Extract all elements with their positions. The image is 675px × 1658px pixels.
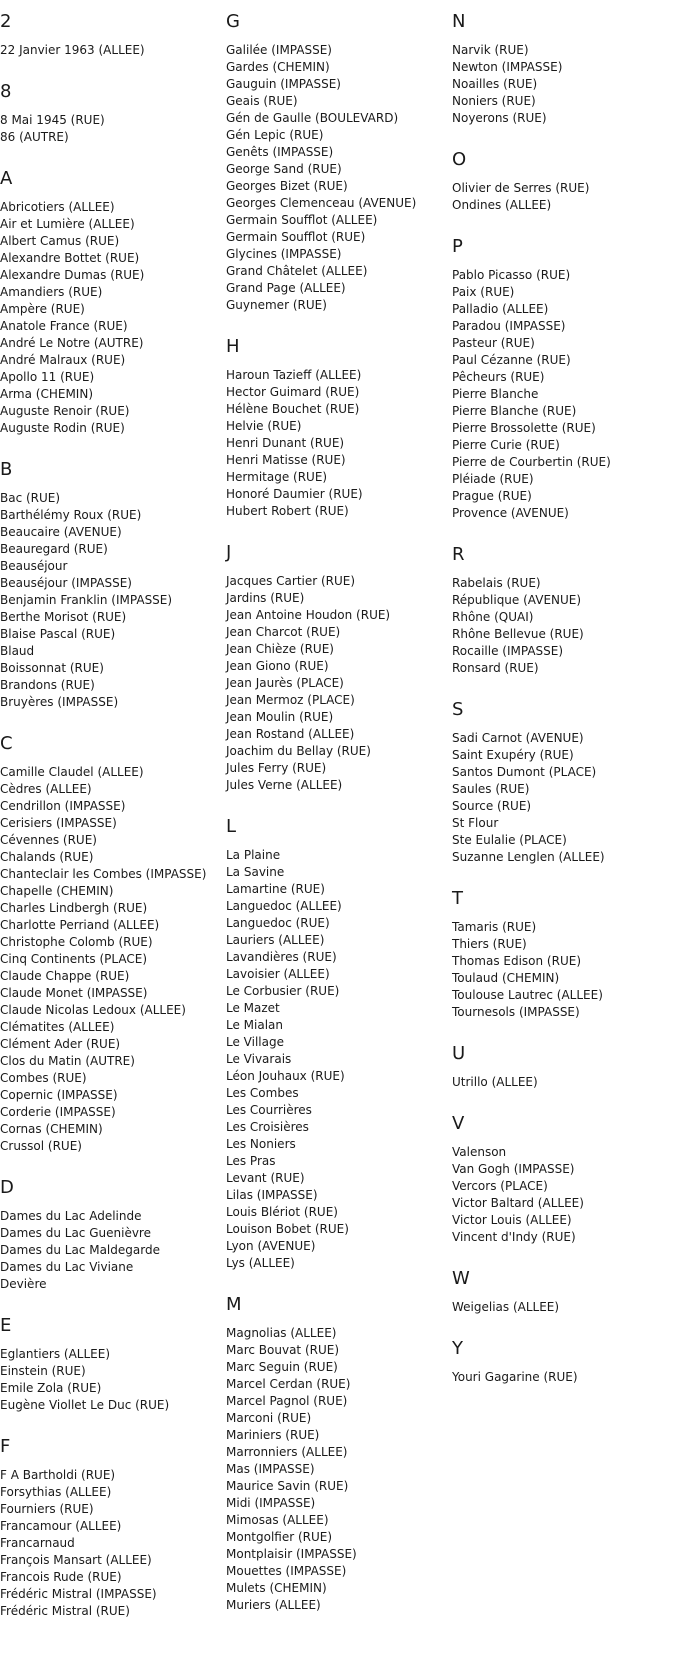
street-link[interactable]: Utrillo (ALLEE): [452, 1075, 538, 1089]
street-link[interactable]: Charlotte Perriand (ALLEE): [0, 918, 160, 932]
street-link[interactable]: Lys (ALLEE): [226, 1256, 295, 1270]
letter-section-s: [452, 699, 674, 866]
street-link[interactable]: Blaise Pascal (RUE): [0, 627, 116, 641]
street-link[interactable]: Einstein (RUE): [0, 1364, 86, 1378]
street-link[interactable]: Newton (IMPASSE): [452, 60, 563, 74]
street-link[interactable]: Francamour (ALLEE): [0, 1519, 122, 1533]
street-link[interactable]: 86 (AUTRE): [0, 130, 69, 144]
street-link[interactable]: Les Croisières: [226, 1120, 309, 1134]
street-link[interactable]: Languedoc (RUE): [226, 916, 330, 930]
street-link[interactable]: Charles Lindbergh (RUE): [0, 901, 148, 915]
street-link[interactable]: Grand Page (ALLEE): [226, 281, 346, 295]
street-link[interactable]: André Malraux (RUE): [0, 353, 126, 367]
street-link[interactable]: Mariniers (RUE): [226, 1428, 320, 1442]
street-link[interactable]: Suzanne Lenglen (ALLEE): [452, 850, 605, 864]
street-link[interactable]: Jean Chièze (RUE): [226, 642, 334, 656]
street-link[interactable]: Joachim du Bellay (RUE): [226, 744, 371, 758]
street-link[interactable]: Jean Giono (RUE): [226, 659, 329, 673]
street-link[interactable]: Cornas (CHEMIN): [0, 1122, 103, 1136]
street-link[interactable]: Pléiade (RUE): [452, 472, 534, 486]
street-link[interactable]: Gén Lepic (RUE): [226, 128, 324, 142]
street-link[interactable]: Provence (AVENUE): [452, 506, 569, 520]
street-link[interactable]: Lilas (IMPASSE): [226, 1188, 318, 1202]
letter-heading: C: [0, 733, 13, 754]
street-link[interactable]: Pierre Brossolette (RUE): [452, 421, 596, 435]
street-link[interactable]: Amandiers (RUE): [0, 285, 103, 299]
street-link[interactable]: Cerisiers (IMPASSE): [0, 816, 117, 830]
letter-section-d: [0, 1177, 222, 1293]
letter-heading: A: [0, 168, 13, 189]
street-link[interactable]: Ste Eulalie (PLACE): [452, 833, 567, 847]
street-link[interactable]: Air et Lumière (ALLEE): [0, 217, 135, 231]
street-link[interactable]: Benjamin Franklin (IMPASSE): [0, 593, 173, 607]
street-link[interactable]: Weigelias (ALLEE): [452, 1300, 560, 1314]
street-link[interactable]: Georges Bizet (RUE): [226, 179, 348, 193]
letter-section-u: [452, 1043, 674, 1091]
letter-section-c: [0, 733, 222, 1155]
street-column-2: [226, 0, 448, 1636]
street-link[interactable]: La Plaine: [226, 848, 281, 862]
street-link[interactable]: Valenson: [452, 1145, 507, 1159]
street-link[interactable]: Le Village: [226, 1035, 284, 1049]
street-link[interactable]: Les Pras: [226, 1154, 276, 1168]
street-link[interactable]: Galilée (IMPASSE): [226, 43, 332, 57]
street-link[interactable]: Geais (RUE): [226, 94, 298, 108]
street-link[interactable]: Tournesols (IMPASSE): [452, 1005, 580, 1019]
letter-section-w: [452, 1268, 674, 1316]
street-link[interactable]: Claude Chappe (RUE): [0, 969, 130, 983]
street-link[interactable]: Paradou (IMPASSE): [452, 319, 566, 333]
street-link[interactable]: Jean Charcot (RUE): [226, 625, 341, 639]
street-link[interactable]: Cévennes (RUE): [0, 833, 97, 847]
letter-heading: J: [226, 542, 232, 563]
street-link[interactable]: Crussol (RUE): [0, 1139, 82, 1153]
street-link[interactable]: Marc Seguin (RUE): [226, 1360, 338, 1374]
street-link[interactable]: Jean Jaurès (PLACE): [226, 676, 344, 690]
street-link[interactable]: Beauséjour (IMPASSE): [0, 576, 132, 590]
street-link[interactable]: Le Corbusier (RUE): [226, 984, 340, 998]
street-link[interactable]: Léon Jouhaux (RUE): [226, 1069, 345, 1083]
street-link[interactable]: Source (RUE): [452, 799, 532, 813]
street-link[interactable]: Abricotiers (ALLEE): [0, 200, 115, 214]
street-link[interactable]: Saules (RUE): [452, 782, 530, 796]
street-link[interactable]: Chanteclair les Combes (IMPASSE): [0, 867, 207, 881]
street-link[interactable]: Jean Mermoz (PLACE): [226, 693, 355, 707]
street-link[interactable]: Lavandières (RUE): [226, 950, 337, 964]
letter-heading: R: [452, 544, 465, 565]
letter-heading: E: [0, 1315, 12, 1336]
letter-heading: U: [452, 1043, 466, 1064]
street-link[interactable]: La Savine: [226, 865, 285, 879]
street-link[interactable]: Jules Ferry (RUE): [226, 761, 327, 775]
street-link[interactable]: Jules Verne (ALLEE): [226, 778, 343, 792]
street-link[interactable]: Corderie (IMPASSE): [0, 1105, 116, 1119]
street-link[interactable]: Copernic (IMPASSE): [0, 1088, 118, 1102]
street-link[interactable]: Combes (RUE): [0, 1071, 87, 1085]
street-link[interactable]: Le Mialan: [226, 1018, 284, 1032]
street-link[interactable]: Marc Bouvat (RUE): [226, 1343, 340, 1357]
street-link[interactable]: Gardes (CHEMIN): [226, 60, 330, 74]
street-link[interactable]: Noyerons (RUE): [452, 111, 547, 125]
street-link[interactable]: Christophe Colomb (RUE): [0, 935, 153, 949]
street-link[interactable]: Tamaris (RUE): [452, 920, 537, 934]
street-link[interactable]: Beauregard (RUE): [0, 542, 108, 556]
street-link[interactable]: Noniers (RUE): [452, 94, 536, 108]
street-link[interactable]: 8 Mai 1945 (RUE): [0, 113, 105, 127]
letter-heading: H: [226, 336, 240, 357]
street-link[interactable]: Van Gogh (IMPASSE): [452, 1162, 575, 1176]
street-link[interactable]: Gén de Gaulle (BOULEVARD): [226, 111, 399, 125]
street-link[interactable]: Henri Dunant (RUE): [226, 436, 345, 450]
street-link[interactable]: Glycines (IMPASSE): [226, 247, 342, 261]
street-link[interactable]: Fourniers (RUE): [0, 1502, 94, 1516]
street-link[interactable]: Languedoc (ALLEE): [226, 899, 342, 913]
letter-section-e: [0, 1315, 222, 1414]
street-link[interactable]: Rhône (QUAI): [452, 610, 534, 624]
street-link[interactable]: Germain Soufflot (RUE): [226, 230, 366, 244]
letter-section-g: [226, 11, 448, 314]
street-link[interactable]: André Le Notre (AUTRE): [0, 336, 144, 350]
street-link[interactable]: Lyon (AVENUE): [226, 1239, 316, 1253]
letter-section-r: [452, 544, 674, 677]
street-link[interactable]: Francois Rude (RUE): [0, 1570, 122, 1584]
street-link[interactable]: Genêts (IMPASSE): [226, 145, 334, 159]
street-link[interactable]: Frédéric Mistral (IMPASSE): [0, 1587, 157, 1601]
street-link[interactable]: Ronsard (RUE): [452, 661, 539, 675]
street-link[interactable]: Germain Soufflot (ALLEE): [226, 213, 378, 227]
letter-heading: D: [0, 1177, 14, 1198]
letter-heading: M: [226, 1294, 242, 1315]
letter-section-y: [452, 1338, 674, 1386]
street-link[interactable]: Alexandre Dumas (RUE): [0, 268, 145, 282]
letter-heading: N: [452, 11, 466, 32]
street-link[interactable]: Pierre Blanche (RUE): [452, 404, 577, 418]
letter-heading: B: [0, 459, 13, 480]
street-link[interactable]: Dames du Lac Adelinde: [0, 1209, 142, 1223]
street-link[interactable]: Mas (IMPASSE): [226, 1462, 315, 1476]
street-link[interactable]: Les Courrières: [226, 1103, 312, 1117]
street-link[interactable]: Victor Baltard (ALLEE): [452, 1196, 584, 1210]
street-link[interactable]: St Flour: [452, 816, 499, 830]
street-link[interactable]: Thiers (RUE): [452, 937, 527, 951]
street-link[interactable]: Apollo 11 (RUE): [0, 370, 95, 384]
street-link[interactable]: Prague (RUE): [452, 489, 532, 503]
street-link[interactable]: Francarnaud: [0, 1536, 75, 1550]
street-link[interactable]: Boissonnat (RUE): [0, 661, 104, 675]
street-link[interactable]: Mimosas (ALLEE): [226, 1513, 329, 1527]
street-link[interactable]: Frédéric Mistral (RUE): [0, 1604, 130, 1618]
street-link[interactable]: Les Noniers: [226, 1137, 296, 1151]
street-link[interactable]: Sadi Carnot (AVENUE): [452, 731, 584, 745]
street-link[interactable]: Pierre de Courbertin (RUE): [452, 455, 611, 469]
letter-section-8: [0, 81, 222, 146]
street-link[interactable]: Dames du Lac Viviane: [0, 1260, 134, 1274]
letter-section-2: [0, 11, 222, 59]
street-link[interactable]: Auguste Rodin (RUE): [0, 421, 125, 435]
street-link[interactable]: François Mansart (ALLEE): [0, 1553, 152, 1567]
letter-section-p: [452, 236, 674, 522]
street-link[interactable]: Chapelle (CHEMIN): [0, 884, 114, 898]
street-link[interactable]: Berthe Morisot (RUE): [0, 610, 127, 624]
street-link[interactable]: Narvik (RUE): [452, 43, 529, 57]
street-link[interactable]: Santos Dumont (PLACE): [452, 765, 597, 779]
street-link[interactable]: Muriers (ALLEE): [226, 1598, 321, 1612]
letter-section-a: [0, 168, 222, 437]
street-link[interactable]: Lavoisier (ALLEE): [226, 967, 330, 981]
street-link[interactable]: Hubert Robert (RUE): [226, 504, 349, 518]
street-link[interactable]: Lauriers (ALLEE): [226, 933, 325, 947]
street-link[interactable]: Pierre Curie (RUE): [452, 438, 560, 452]
letter-heading: W: [452, 1268, 470, 1289]
street-link[interactable]: 22 Janvier 1963 (ALLEE): [0, 43, 145, 57]
street-link[interactable]: Helvie (RUE): [226, 419, 302, 433]
street-link[interactable]: Palladio (ALLEE): [452, 302, 549, 316]
street-link[interactable]: Honoré Daumier (RUE): [226, 487, 363, 501]
street-link[interactable]: Rhône Bellevue (RUE): [452, 627, 584, 641]
street-link[interactable]: Jardins (RUE): [226, 591, 305, 605]
street-link[interactable]: Auguste Renoir (RUE): [0, 404, 130, 418]
street-link[interactable]: Barthélémy Roux (RUE): [0, 508, 142, 522]
street-link[interactable]: Pablo Picasso (RUE): [452, 268, 571, 282]
letter-heading: 2: [0, 11, 12, 32]
street-link[interactable]: Georges Clemenceau (AVENUE): [226, 196, 417, 210]
street-link[interactable]: Gauguin (IMPASSE): [226, 77, 341, 91]
street-link[interactable]: Youri Gagarine (RUE): [452, 1370, 578, 1384]
street-link[interactable]: George Sand (RUE): [226, 162, 342, 176]
street-link[interactable]: Hermitage (RUE): [226, 470, 328, 484]
street-link[interactable]: Mouettes (IMPASSE): [226, 1564, 347, 1578]
letter-section-n: [452, 11, 674, 127]
street-link[interactable]: Beauséjour: [0, 559, 68, 573]
street-link[interactable]: Jean Rostand (ALLEE): [226, 727, 355, 741]
letter-heading: T: [452, 888, 463, 909]
street-link[interactable]: Lamartine (RUE): [226, 882, 325, 896]
street-link[interactable]: Magnolias (ALLEE): [226, 1326, 337, 1340]
street-link[interactable]: Cèdres (ALLEE): [0, 782, 92, 796]
letter-section-v: [452, 1113, 674, 1246]
street-link[interactable]: Claude Monet (IMPASSE): [0, 986, 148, 1000]
letter-section-b: [0, 459, 222, 711]
street-link[interactable]: Toulaud (CHEMIN): [452, 971, 560, 985]
street-link[interactable]: Pasteur (RUE): [452, 336, 535, 350]
street-link[interactable]: Vercors (PLACE): [452, 1179, 548, 1193]
street-link[interactable]: Victor Louis (ALLEE): [452, 1213, 572, 1227]
street-link[interactable]: Clématites (ALLEE): [0, 1020, 115, 1034]
street-link[interactable]: Chalands (RUE): [0, 850, 94, 864]
street-link[interactable]: Camille Claudel (ALLEE): [0, 765, 144, 779]
street-link[interactable]: Saint Exupéry (RUE): [452, 748, 574, 762]
street-link[interactable]: Jean Moulin (RUE): [226, 710, 334, 724]
street-link[interactable]: Cendrillon (IMPASSE): [0, 799, 126, 813]
street-link[interactable]: Grand Châtelet (ALLEE): [226, 264, 368, 278]
letter-section-j: [226, 542, 448, 794]
street-link[interactable]: Dames du Lac Maldegarde: [0, 1243, 160, 1257]
street-link[interactable]: Marronniers (ALLEE): [226, 1445, 348, 1459]
street-link[interactable]: Le Vivarais: [226, 1052, 292, 1066]
street-link[interactable]: Toulouse Lautrec (ALLEE): [452, 988, 603, 1002]
street-link[interactable]: Paul Cézanne (RUE): [452, 353, 571, 367]
letter-heading: S: [452, 699, 464, 720]
street-link[interactable]: Claude Nicolas Ledoux (ALLEE): [0, 1003, 186, 1017]
street-link[interactable]: Montplaisir (IMPASSE): [226, 1547, 357, 1561]
street-link[interactable]: Dames du Lac Guenièvre: [0, 1226, 151, 1240]
street-link[interactable]: Vincent d'Indy (RUE): [452, 1230, 576, 1244]
street-link[interactable]: Emile Zola (RUE): [0, 1381, 102, 1395]
street-link[interactable]: Rabelais (RUE): [452, 576, 541, 590]
street-link[interactable]: Blaud: [0, 644, 35, 658]
street-link[interactable]: Hélène Bouchet (RUE): [226, 402, 360, 416]
street-link[interactable]: Beaucaire (AVENUE): [0, 525, 122, 539]
street-link[interactable]: République (AVENUE): [452, 593, 582, 607]
letter-heading: V: [452, 1113, 465, 1134]
street-link[interactable]: Ampère (RUE): [0, 302, 85, 316]
letter-heading: G: [226, 11, 240, 32]
letter-heading: L: [226, 816, 237, 837]
street-link[interactable]: Thomas Edison (RUE): [452, 954, 581, 968]
street-link[interactable]: Pierre Blanche: [452, 387, 539, 401]
street-link[interactable]: Marconi (RUE): [226, 1411, 312, 1425]
street-link[interactable]: Le Mazet: [226, 1001, 280, 1015]
street-link[interactable]: Mulets (CHEMIN): [226, 1581, 327, 1595]
street-link[interactable]: Bac (RUE): [0, 491, 61, 505]
street-link[interactable]: Eglantiers (ALLEE): [0, 1347, 111, 1361]
street-link[interactable]: Jacques Cartier (RUE): [226, 574, 356, 588]
street-link[interactable]: Marcel Pagnol (RUE): [226, 1394, 348, 1408]
street-link[interactable]: Alexandre Bottet (RUE): [0, 251, 140, 265]
letter-section-o: [452, 149, 674, 214]
street-link[interactable]: Forsythias (ALLEE): [0, 1485, 112, 1499]
letter-section-m: [226, 1294, 448, 1614]
street-link[interactable]: Les Combes: [226, 1086, 299, 1100]
letter-heading: 8: [0, 81, 12, 102]
street-link[interactable]: Maurice Savin (RUE): [226, 1479, 349, 1493]
street-column-1: [0, 0, 222, 1642]
street-link[interactable]: Haroun Tazieff (ALLEE): [226, 368, 362, 382]
letter-section-h: [226, 336, 448, 520]
street-link[interactable]: Arma (CHEMIN): [0, 387, 94, 401]
street-link[interactable]: Levant (RUE): [226, 1171, 305, 1185]
street-link[interactable]: Guynemer (RUE): [226, 298, 327, 312]
street-link[interactable]: Eugène Viollet Le Duc (RUE): [0, 1398, 170, 1412]
letter-section-t: [452, 888, 674, 1021]
street-link[interactable]: F A Bartholdi (RUE): [0, 1468, 116, 1482]
street-link[interactable]: Montgolfier (RUE): [226, 1530, 333, 1544]
street-link[interactable]: Louison Bobet (RUE): [226, 1222, 349, 1236]
letter-section-l: [226, 816, 448, 1272]
letter-heading: Y: [452, 1338, 463, 1359]
street-link[interactable]: Rocaille (IMPASSE): [452, 644, 564, 658]
street-link[interactable]: Hector Guimard (RUE): [226, 385, 360, 399]
street-link[interactable]: Albert Camus (RUE): [0, 234, 120, 248]
street-link[interactable]: Brandons (RUE): [0, 678, 95, 692]
street-column-3: [452, 0, 674, 1408]
street-link[interactable]: Ondines (ALLEE): [452, 198, 552, 212]
street-link[interactable]: Cinq Continents (PLACE): [0, 952, 147, 966]
street-link[interactable]: Devière: [0, 1277, 47, 1291]
letter-heading: P: [452, 236, 463, 257]
street-link[interactable]: Marcel Cerdan (RUE): [226, 1377, 351, 1391]
street-link[interactable]: Paix (RUE): [452, 285, 515, 299]
letter-section-f: [0, 1436, 222, 1620]
street-link[interactable]: Pêcheurs (RUE): [452, 370, 545, 384]
street-link[interactable]: Jean Antoine Houdon (RUE): [226, 608, 391, 622]
letter-heading: F: [0, 1436, 11, 1457]
letter-heading: O: [452, 149, 467, 170]
street-link[interactable]: Noailles (RUE): [452, 77, 538, 91]
street-link[interactable]: Clos du Matin (AUTRE): [0, 1054, 135, 1068]
street-link[interactable]: Henri Matisse (RUE): [226, 453, 346, 467]
street-link[interactable]: Clément Ader (RUE): [0, 1037, 121, 1051]
street-link[interactable]: Louis Blériot (RUE): [226, 1205, 338, 1219]
street-link[interactable]: Bruyères (IMPASSE): [0, 695, 119, 709]
street-link[interactable]: Anatole France (RUE): [0, 319, 128, 333]
street-link[interactable]: Olivier de Serres (RUE): [452, 181, 590, 195]
street-link[interactable]: Midi (IMPASSE): [226, 1496, 316, 1510]
